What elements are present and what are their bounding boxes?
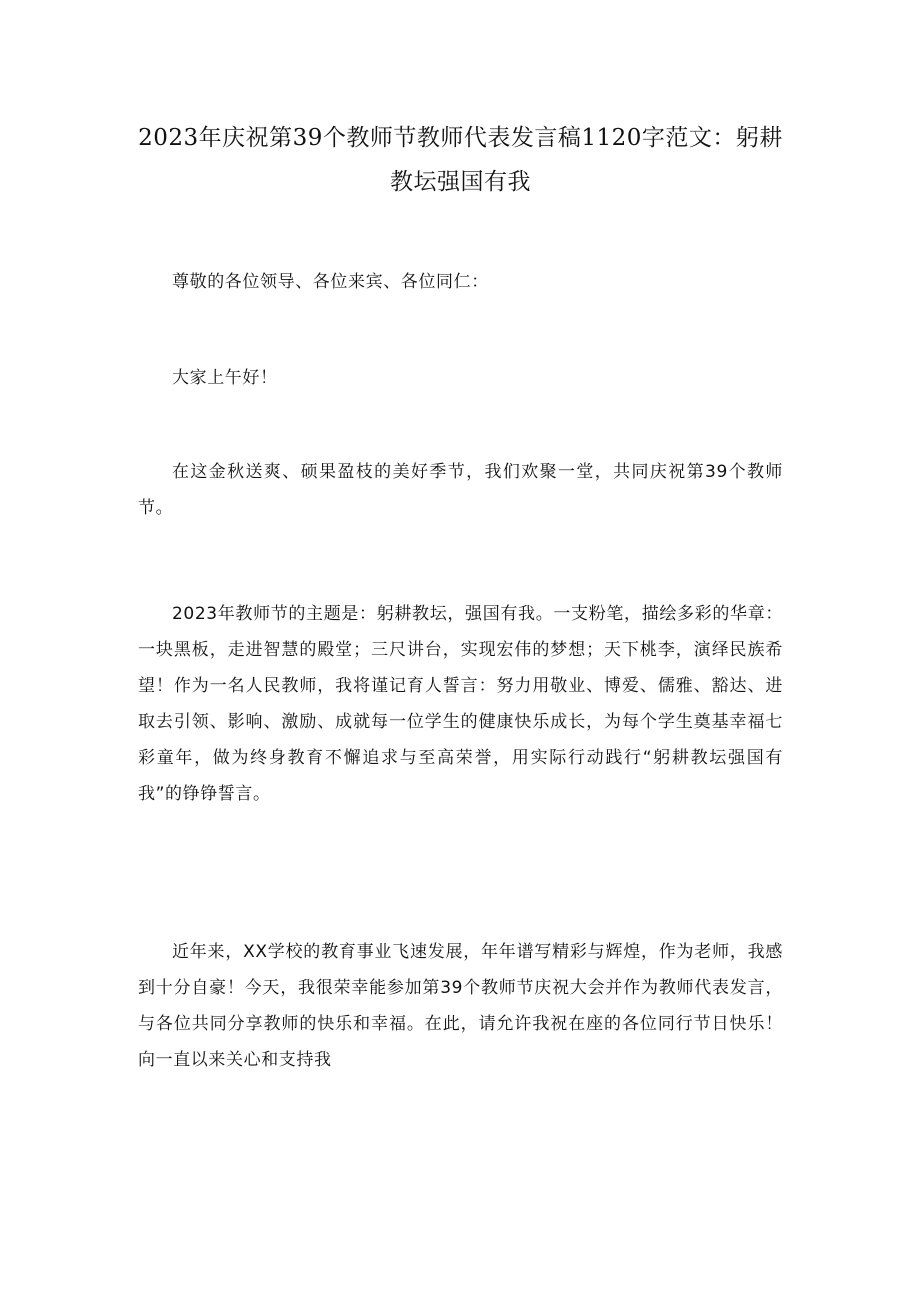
paragraph-greeting: 尊敬的各位领导、各位来宾、各位同仁： bbox=[172, 272, 489, 292]
document-title: 2023年庆祝第39个教师节教师代表发言稿1120字范文：躬耕教坛强国有我 bbox=[138, 125, 783, 195]
paragraph-opening: 在这金秋送爽、硕果盈枝的美好季节，我们欢聚一堂，共同庆祝第39个教师节。 bbox=[138, 462, 783, 518]
paragraph-morning: 大家上午好！ bbox=[172, 368, 278, 388]
paragraph-school: 近年来，XX学校的教育事业飞速发展，年年谱写精彩与辉煌，作为老师，我感到十分自豪！今天，我很荣幸能参加第39个教师节庆祝大会并作为教师代表发言，与各位共同分享教师的快乐和幸福。在此，请允许我祝在座的各位同行节日快乐！向一直以来关心和支持我 bbox=[138, 942, 783, 1070]
paragraph-theme: 2023年教师节的主题是：躬耕教坛，强国有我。一支粉笔，描绘多彩的华章：一块黑板，走进智慧的殿堂；三尺讲台，实现宏伟的梦想；天下桃李，演绎民族希望！作为一名人民教师，我将谨记育人誓言：努力用敬业、博爱、儒雅、豁达、进取去引领、影响、激励、成就每一位学生的健康快乐成长，为每个学生奠基幸福七彩童年，做为终身教育不懈追求与至高荣誉，用实际行动践行“躬耕教坛强国有我”的铮铮誓言。 bbox=[138, 604, 783, 804]
